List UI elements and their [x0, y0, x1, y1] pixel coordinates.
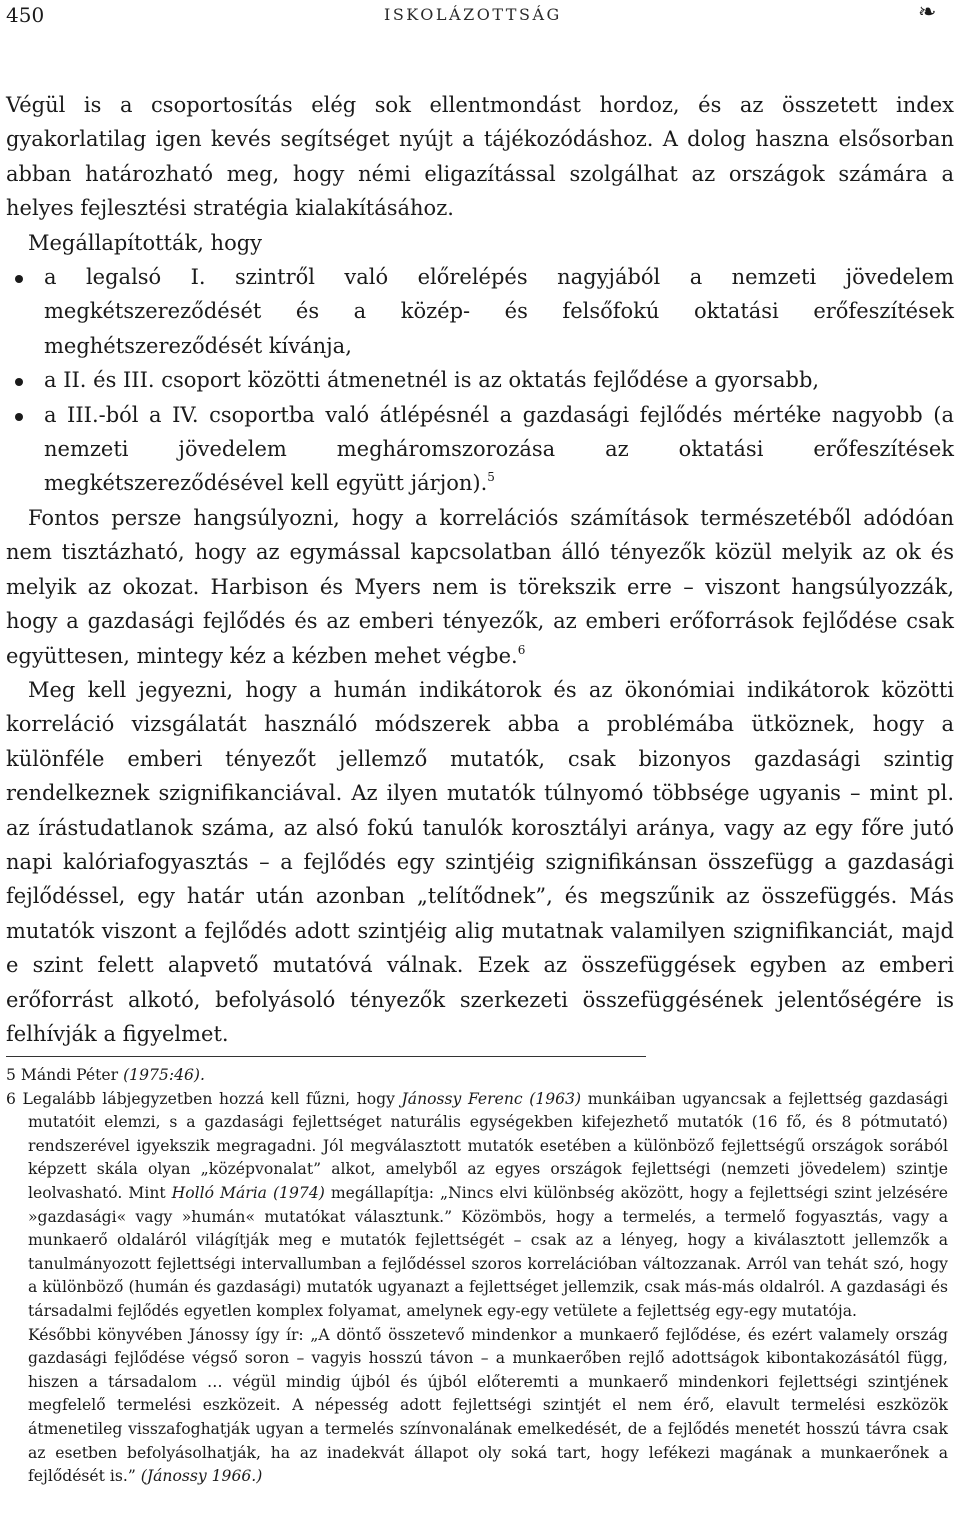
- bullet-icon: [15, 378, 23, 386]
- fleuron-ornament-icon: ❧: [918, 0, 937, 25]
- citation: Holló Mária (1974): [171, 1183, 325, 1202]
- footnote-5: 5 Mándi Péter (1975:46).: [6, 1066, 205, 1084]
- running-title: ISKOLÁZOTTSÁG: [384, 5, 562, 24]
- footnote-separator: [6, 1056, 646, 1057]
- footnote-ref-5[interactable]: 5: [487, 470, 495, 485]
- citation: (1975:46).: [123, 1066, 205, 1084]
- page-number: 450: [6, 3, 45, 27]
- footnote-6: 6 Legalább lábjegyzetben hozzá kell fűzni, hogy Jánossy Ferenc (1963) munkáiban ugyancsak a fejlettség gazdasági mutatóit elemzi, s a gazdasági fejlettséget naturális egységekben kifejezhető mutatók (16 fő, és 8 pótmutató) rendszerével igyekszik megragadni. Jól megválasztott mutatók esetében a különböző fejlettségű országok sorából képzett skála olyan „középvonalat” alkot, amelyből az egyes országok fejlettségi (nemzeti jövedelem) szintje leolvasható. Mint Holló Mária (1974) megállapítja: „Nincs elvi különbség aközött, hogy a fejlettségi szint jelzésére »gazdasági« vagy »humán« mutatókat választunk.” Közömbös, hogy a termelés, a termelő fogyasztás, vagy a munkaerő oldaláról világítják meg e mutatók fejlettségét – csak az a lényeg, hogy a kiválasztott jellemzők a tanulmányozott fejlettségi intervallumban a fejlődéssel szoros korrelációban változzanak. Arról van tehát szó, hogy a különböző (humán és gazdasági) mutatók ugyanazt a fejlettséget jellemzik, csak más-más oldalról. A gazdasági és társadalmi fejlődés egyetlen komplex folyamat, amelynek egy-egy vetülete a fejlettség egy-egy mutatója.: [6, 1089, 948, 1320]
- paragraph-intro: Végül is a csoportosítás elég sok ellentmondást hordoz, és az összetett index gyakorlatilag igen kevés segítséget nyújt a tájékozódáshoz. A dolog haszna elsősorban abban határozható meg, hogy némi eligazítással szolgálhat az országok számára a helyes fejlesztési stratégia kialakításához.: [6, 93, 954, 221]
- footnote-ref-6[interactable]: 6: [517, 642, 526, 657]
- list-item: a legalsó I. szintről való előrelépés nagyjából a nemzeti jövedelem megkétszereződését és a közép- és felsőfokú oktatási erőfeszítések meghétszereződését kívánja,: [6, 260, 954, 363]
- paragraph-correlation: Fontos persze hangsúlyozni, hogy a korrelációs számítások természetéből adódóan nem tisztázható, hogy az egymással kapcsolatban álló tényezők közül melyik az ok és melyik az okozat. Harbison és Myers nem is törekszik erre – viszont hangsúlyozzák, hogy a gazdasági fejlődés és az emberi tényezők, az emberi erőforrások fejlődése csak együttesen, mintegy kéz a kézben mehet végbe.$^6$: [6, 505, 954, 668]
- citation: Jánossy Ferenc (1963): [401, 1089, 582, 1108]
- list-item: a III.-ból a IV. csoportba való átlépésnél a gazdasági fejlődés mértéke nagyobb (a nemzeti jövedelem megháromszorozása az oktatási erőfeszítések megkétszereződésével kell együtt járjon).$^5$: [6, 398, 954, 501]
- paragraph-lead-in: Megállapították, hogy: [28, 230, 263, 255]
- bullet-icon: [15, 275, 23, 283]
- page-header: [0, 0, 960, 30]
- citation: (Jánossy 1966.): [140, 1467, 263, 1486]
- findings-list: [6, 260, 954, 501]
- footnotes: [6, 1064, 948, 1489]
- list-item: a II. és III. csoport közötti átmenetnél is az oktatás fejlődése a gyorsabb,: [6, 363, 954, 397]
- footnote-6-continued: Későbbi könyvében Jánossy így ír: „A döntő összetevő mindenkor a munkaerő fejlődése, és ezért valamely ország gazdasági fejlődése végső soron – vagyis hosszú távon – a munkaerőben rejlő adottságok kibontakozásától függ, hiszen a társadalom … végül mindig újból és újból előteremti a munkaerő mindenkori fejlettségi szintjének megfelelő termelési eszközeit. A népesség adott fejlettségi szintjét el nem érő, elavult termelési eszközök átmenetileg visszafoghatják ugyan a termelés színvonalának emelkedését, de a fejlődés menetét hosszú távra csak az esetben befolyásolhatják, ha az inadekvát állapot oly soká tart, hogy lefékezi magának a munkaerőnek a fejlődését is.” (Jánossy 1966.): [28, 1325, 948, 1486]
- paragraph-indicators: Meg kell jegyezni, hogy a humán indikátorok és az ökonómiai indikátorok közötti korreláció vizsgálatát használó módszerek abba a problémába ütköznek, hogy a különféle emberi tényezőt jellemző mutatók, csak bizonyos gazdasági szintig rendelkeznek szignifikanciával. Az ilyen mutatók túlnyomó többsége ugyanis – mint pl. az írástudatlanok száma, az alsó fokú tanulók korosztályi aránya, vagy az egy főre jutó napi kalóriafogyasztás – a fejlődés egy szintjéig szignifikánsan összefügg a gazdasági fejlődéssel, egy határ után azonban „telítődnek”, és megszűnik az összefüggés. Más mutatók viszont a fejlődés adott szintjéig alig mutatnak valamilyen szignifikanciát, majd e szint felett alapvető mutatóvá válnak. Ezek az összefüggések egyben az emberi erőforrást alkotó, befolyásoló tényezők szerkezeti összefüggésének jelentőségére is felhívják a figyelmet.: [6, 677, 954, 1046]
- bullet-icon: [15, 413, 23, 421]
- body-text: [6, 88, 954, 1051]
